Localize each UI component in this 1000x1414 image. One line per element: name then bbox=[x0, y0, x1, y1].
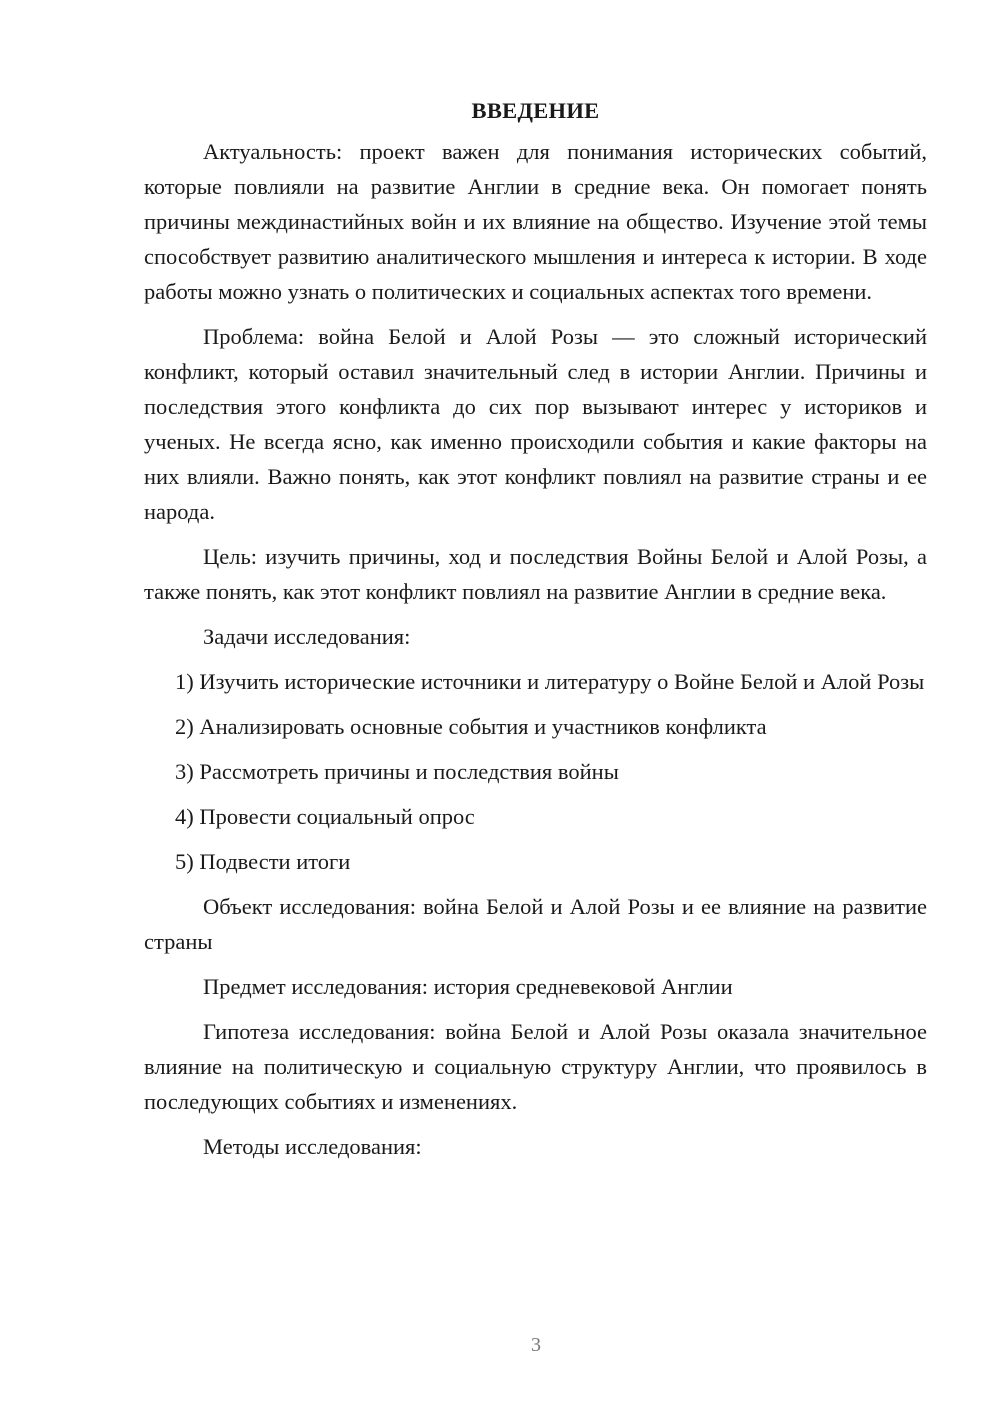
paragraph-methods-title: Методы исследования: bbox=[203, 1134, 422, 1159]
task-item-1: 1) Изучить исторические источники и литературу о Войне Белой и Алой Розы bbox=[175, 669, 925, 694]
task-item-3: 3) Рассмотреть причины и последствия войны bbox=[175, 759, 619, 784]
paragraph-relevance: Актуальность: проект важен для понимания исторических событий, которые повлияли на развитие Англии в средние века. Он помогает понять причины междинастийных войн и их влияние на общество. Изучение этой темы способствует развитию аналитического мышления и интереса к истории. В ходе работы можно узнать о политических и социальных аспектах того времени. bbox=[144, 139, 927, 304]
task-item-5: 5) Подвести итоги bbox=[175, 849, 351, 874]
page-number: 3 bbox=[531, 1334, 541, 1356]
paragraph-problem: Проблема: война Белой и Алой Розы — это сложный исторический конфликт, который оставил значительный след в истории Англии. Причины и последствия этого конфликта до сих пор вызывают интерес у историков и ученых. Не всегда ясно, как именно происходили события и какие факторы на них влияли. Важно понять, как этот конфликт повлиял на развитие страны и ее народа. bbox=[144, 324, 927, 524]
paragraph-goal: Цель: изучить причины, ход и последствия Войны Белой и Алой Розы, а также понять, как этот конфликт повлиял на развитие Англии в средние века. bbox=[144, 544, 927, 604]
paragraph-object: Объект исследования: война Белой и Алой Розы и ее влияние на развитие страны bbox=[144, 894, 927, 954]
task-item-4: 4) Провести социальный опрос bbox=[175, 804, 475, 829]
section-heading: ВВЕДЕНИЕ bbox=[471, 98, 600, 123]
paragraph-tasks-title: Задачи исследования: bbox=[203, 624, 411, 649]
document-page bbox=[144, 96, 927, 1174]
paragraph-hypothesis: Гипотеза исследования: война Белой и Алой Розы оказала значительное влияние на политическую и социальную структуру Англии, что проявилось в последующих событиях и изменениях. bbox=[144, 1019, 927, 1114]
paragraph-subject: Предмет исследования: история средневековой Англии bbox=[203, 974, 733, 999]
task-item-2: 2) Анализировать основные события и участников конфликта bbox=[175, 714, 767, 739]
